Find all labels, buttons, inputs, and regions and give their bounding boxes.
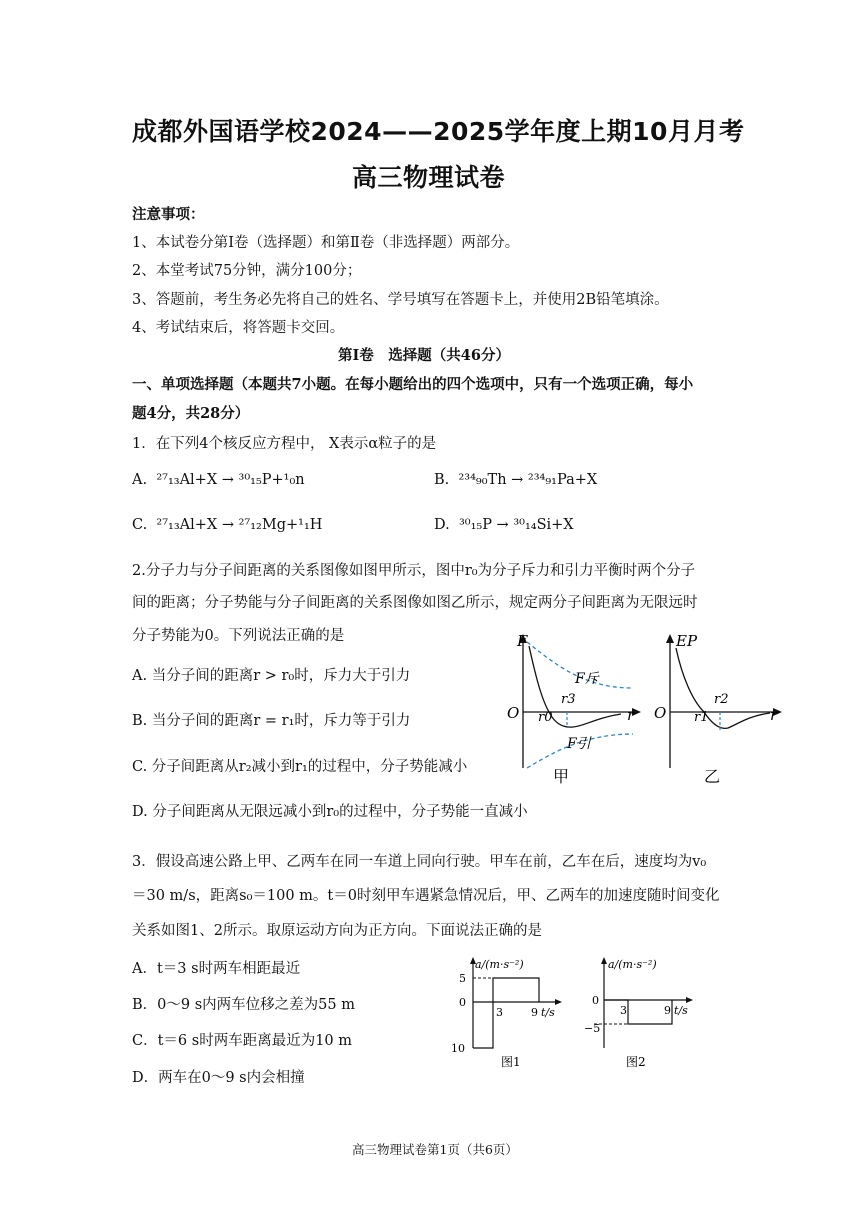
notice-item-4: 4、考试结束后，将答题卡交回。 (132, 320, 345, 336)
fig2-tick-9: 9 (664, 1004, 671, 1017)
q2-option-d: D. 分子间距离从无限远减小到r₀的过程中，分子势能一直减小 (132, 804, 528, 820)
section-instruction-line2: 题4分，共28分） (132, 405, 250, 422)
fig2-tick-3: 3 (620, 1004, 627, 1017)
q1-stem: 1．在下列4个核反应方程中， X表示α粒子的是 (132, 436, 437, 452)
q1-option-b-label: B. (434, 472, 450, 488)
jia-r3-label: r3 (561, 692, 576, 707)
q3-stem-line1: 3．假设高速公路上甲、乙两车在同一车道上同向行驶。甲车在前，乙车在后，速度均为v₀ (132, 854, 707, 870)
notice-item-3: 3、答题前，考生务必先将自己的姓名、学号填写在答题卡上，并使用2B铅笔填涂。 (132, 292, 669, 308)
q3-option-b: B．0～9 s内两车位移之差为55 m (132, 997, 355, 1013)
q3-option-d: D．两车在0～9 s内会相撞 (132, 1070, 305, 1086)
fig1-tick-9: 9 (531, 1006, 538, 1019)
yi-y-label: EP (676, 632, 698, 650)
fig2-y-label: a/(m·s⁻²) (608, 958, 657, 971)
fig2-accel-line (604, 1000, 672, 1024)
fig1-y-label: a/(m·s⁻²) (475, 958, 524, 971)
fig1-x-arrow (555, 999, 562, 1005)
jia-origin: O (507, 704, 520, 722)
notice-heading: 注意事项： (132, 206, 205, 223)
q2-option-b: B. 当分子间的距离r = r₁时，斥力等于引力 (132, 713, 411, 729)
fig2-x-arrow (686, 997, 693, 1003)
q2-option-c: C. 分子间距离从r₂减小到r₁的过程中，分子势能减小 (132, 759, 468, 775)
q1-option-c-text: ²⁷₁₃Al+X → ²⁷₁₂Mg+¹₁H (156, 517, 323, 533)
jia-repulsion-label: F斥 (575, 671, 599, 687)
yi-r1-label: r1 (694, 710, 709, 725)
q1-option-b-text: ²³⁴₉₀Th → ²³⁴₉₁Pa+X (458, 472, 598, 488)
q1-option-d-text: ³⁰₁₅P → ³⁰₁₄Si+X (458, 517, 574, 533)
q1-option-c-label: C. (132, 517, 148, 533)
q3-option-a: A．t＝3 s时两车相距最近 (132, 961, 301, 977)
section-title: 第Ⅰ卷 选择题（共46分） (338, 347, 510, 364)
yi-y-arrow (666, 634, 674, 643)
fig2-caption: 图2 (626, 1055, 646, 1069)
page-footer: 高三物理试卷第1页（共6页） (352, 1142, 518, 1157)
notice-item-2: 2、本堂考试75分钟，满分100分； (132, 263, 362, 279)
yi-r2-label: r2 (714, 692, 729, 707)
q3-stem-line2: ＝30 m/s，距离s₀＝100 m。t＝0时刻甲车遇紧急情况后，甲、乙两车的加速度随时间变化 (132, 888, 720, 904)
page-subtitle: 高三物理试卷 (352, 163, 506, 192)
fig1-tick-5: 5 (459, 972, 466, 985)
q1-option-a-text: ²⁷₁₃Al+X → ³⁰₁₅P+¹₀n (156, 472, 305, 488)
fig1-caption: 图1 (501, 1055, 521, 1069)
fig1-accel-line (473, 978, 539, 1048)
jia-y-label: F (517, 632, 528, 650)
fig2-tick-neg5: −5 (584, 1022, 601, 1035)
fig1-tick-3: 3 (496, 1006, 503, 1019)
figure-yi (650, 628, 790, 790)
q1-option-d (434, 517, 574, 533)
q2-stem-line1: 2.分子力与分子间距离的关系图像如图甲所示，图中r₀为分子斥力和引力平衡时两个分子 (132, 563, 696, 579)
q1-option-c (132, 517, 322, 533)
fig2-y-arrow (601, 957, 607, 964)
q1-option-a (132, 472, 305, 488)
q3-stem-line3: 关系如图1、2所示。取原运动方向为正方向。下面说法正确的是 (132, 923, 542, 939)
q2-stem-line3: 分子势能为0。下列说法正确的是 (132, 628, 345, 644)
fig1-tick-0: 0 (459, 996, 466, 1009)
q2-stem-line2: 间的距离；分子势能与分子间距离的关系图像如图乙所示，规定两分子间距离为无限远时 (132, 595, 698, 611)
fig2-x-label: t/s (674, 1004, 688, 1017)
figure-1 (445, 952, 575, 1072)
figure-jia (495, 628, 645, 790)
figure-2 (580, 952, 710, 1072)
yi-energy-curve (676, 648, 770, 728)
yi-caption: 乙 (704, 767, 721, 786)
section-instruction-line1: 一、单项选择题（本题共7小题。在每小题给出的四个选项中，只有一个选项正确，每小 (132, 376, 694, 393)
fig1-tick-neg10: 10 (451, 1042, 465, 1055)
jia-caption: 甲 (553, 767, 570, 786)
page-title: 成都外国语学校2024——2025学年度上期10月月考 (132, 117, 745, 146)
fig2-tick-0: 0 (592, 994, 599, 1007)
q2-option-a: A. 当分子间的距离r > r₀时，斥力大于引力 (132, 668, 411, 684)
q3-option-c: C．t＝6 s时两车距离最近为10 m (132, 1033, 353, 1049)
jia-attraction-label: F引 (567, 736, 591, 752)
fig1-x-label: t/s (541, 1006, 555, 1019)
notice-item-1: 1、本试卷分第Ⅰ卷（选择题）和第Ⅱ卷（非选择题）两部分。 (132, 235, 520, 251)
yi-x-label: r (770, 706, 778, 724)
q1-option-a-label: A. (132, 472, 148, 488)
jia-r0-label: r0 (538, 710, 553, 725)
q1-option-d-label: D. (434, 517, 450, 533)
jia-x-label: r (627, 706, 635, 724)
yi-origin: O (654, 704, 667, 722)
q1-option-b (434, 472, 597, 488)
